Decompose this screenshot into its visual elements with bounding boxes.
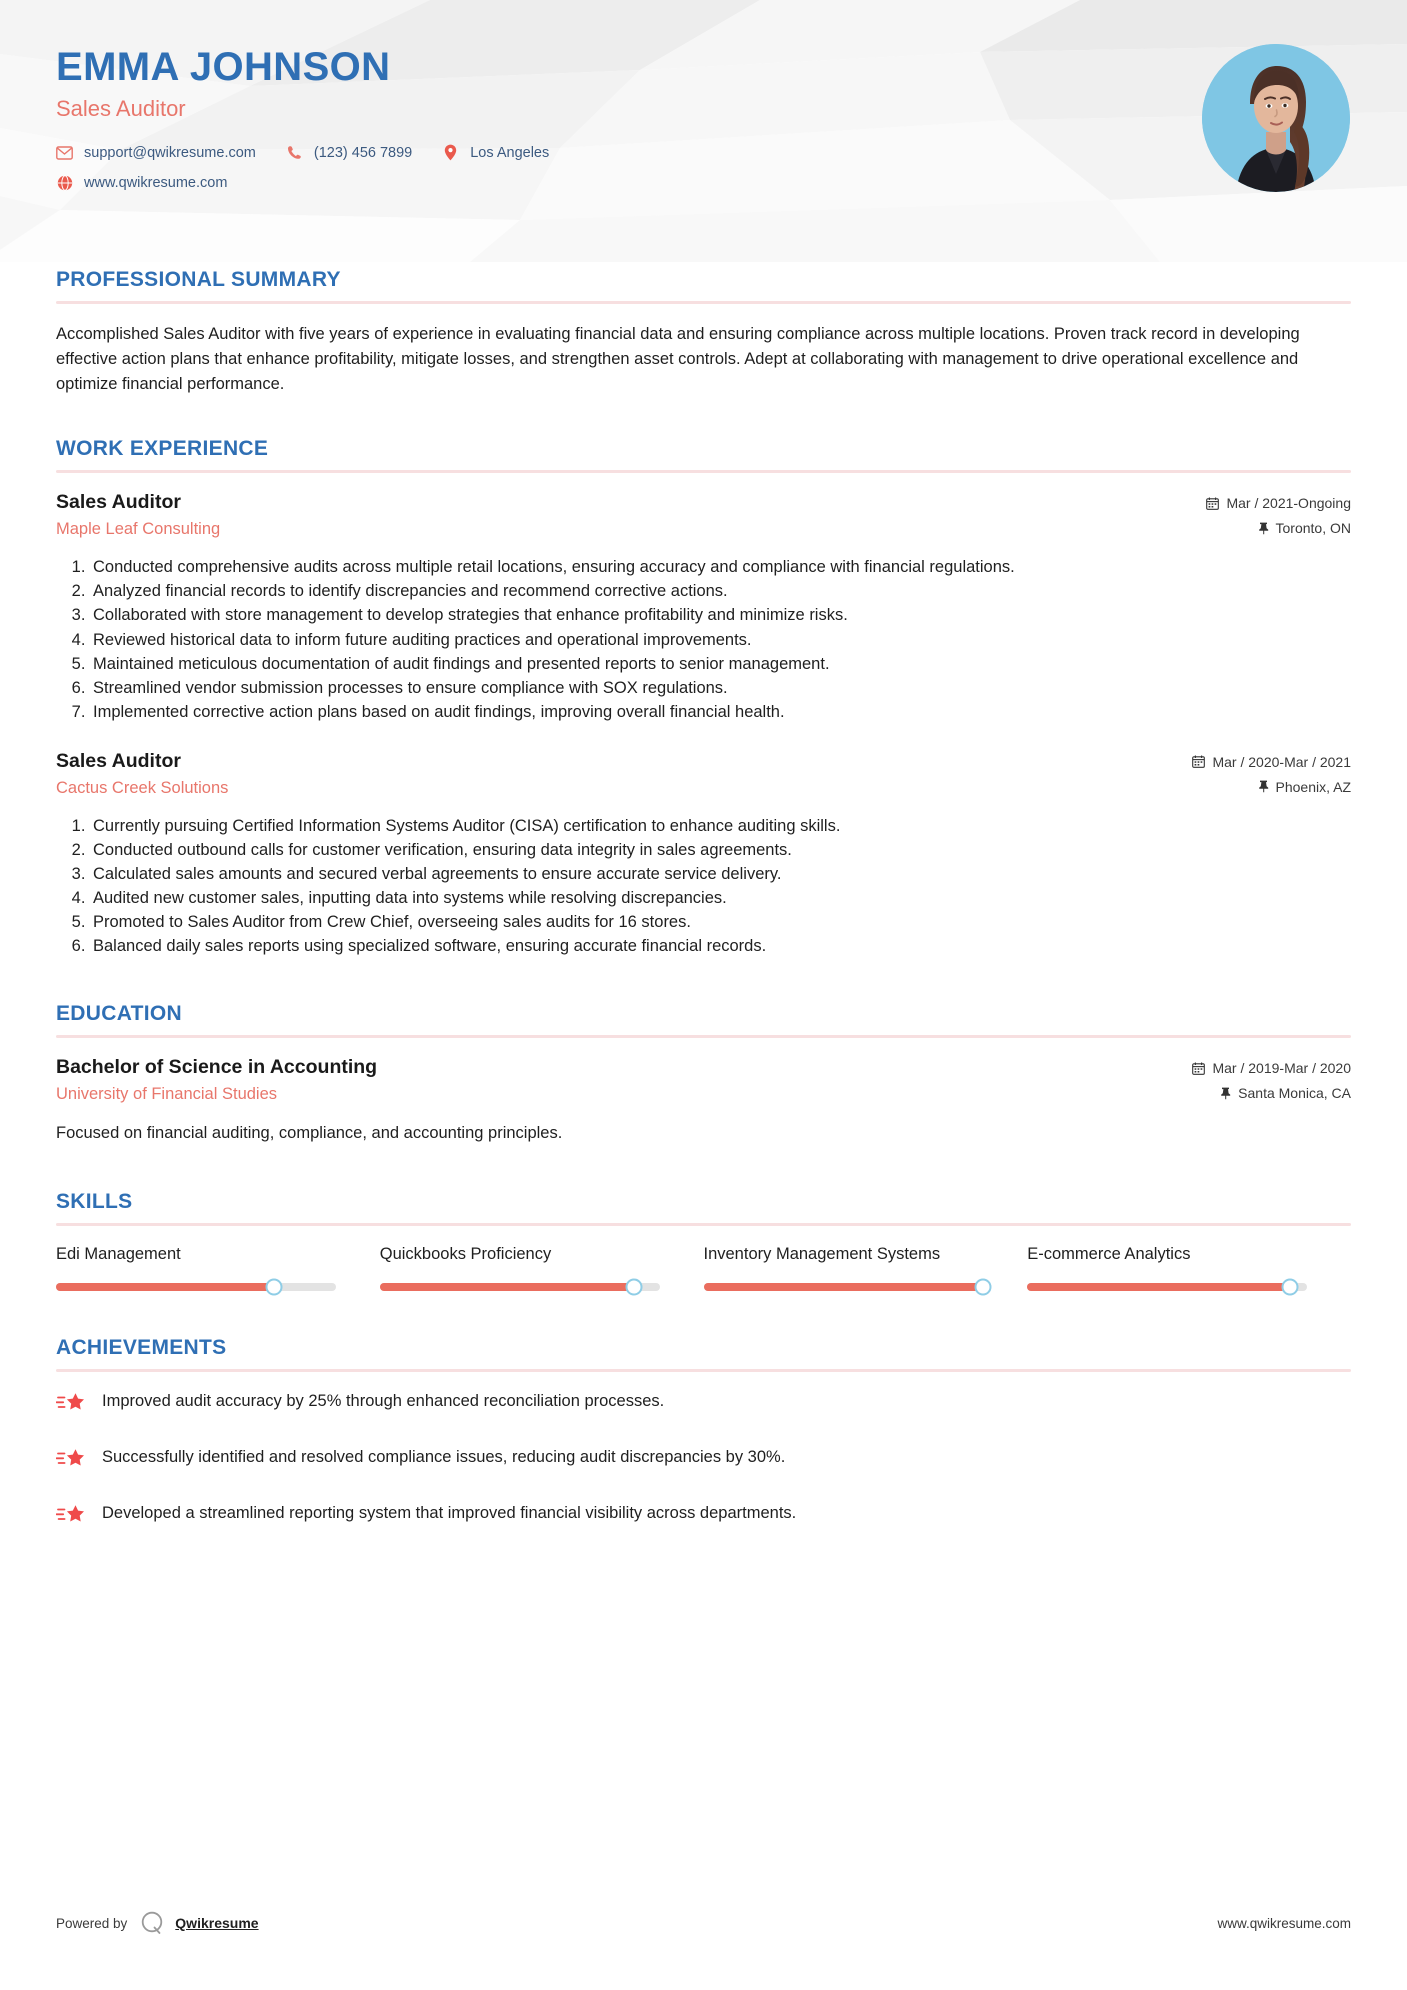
skill-item — [704, 1244, 1028, 1296]
list-item: 1. Currently pursuing Certified Information Systems Auditor (CISA) certification to enhance auditing skills. — [90, 815, 1351, 838]
skill-label: Inventory Management Systems — [703, 1245, 941, 1264]
section-divider — [56, 1035, 1351, 1038]
calendar-icon — [1206, 497, 1219, 510]
skill-label: Edi Management — [56, 1245, 181, 1264]
brand-link[interactable]: Qwikresume — [175, 1915, 259, 1931]
resume-body — [0, 268, 1407, 1532]
contact-website[interactable] — [56, 174, 227, 191]
phone-icon — [286, 144, 303, 161]
work-date-value: Mar / 2021-Ongoing — [1226, 495, 1351, 512]
work-entry — [56, 750, 1351, 959]
skill-level-bar — [704, 1278, 984, 1296]
education-date — [1192, 1060, 1351, 1076]
skill-bar-knob[interactable] — [266, 1279, 283, 1296]
map-pin-icon — [442, 144, 459, 161]
section-title-work: WORK EXPERIENCE — [56, 437, 269, 461]
list-item: 3. Calculated sales amounts and secured verbal agreements to ensure accurate service delivery. — [90, 863, 1351, 886]
pushpin-icon — [1258, 522, 1269, 535]
section-title-summary: PROFESSIONAL SUMMARY — [56, 268, 341, 291]
achievement-text: Successfully identified and resolved compliance issues, reducing audit discrepancies by 30%. — [102, 1448, 786, 1467]
skill-bar-track — [56, 1283, 336, 1291]
list-item: 6. Streamlined vendor submission processes to ensure compliance with SOX regulations. — [90, 677, 1351, 700]
list-item: 2. Analyzed financial records to identify discrepancies and recommend corrective actions. — [90, 580, 1351, 603]
skill-bar-knob[interactable] — [626, 1279, 643, 1296]
skill-level-bar — [56, 1278, 336, 1296]
work-location — [1192, 779, 1351, 795]
contact-phone-value: (123) 456 7899 — [313, 144, 413, 161]
contact-row-primary — [56, 144, 1351, 161]
work-location-value: Phoenix, AZ — [1275, 778, 1351, 795]
work-role: Sales Auditor — [56, 749, 181, 772]
contact-row-secondary — [56, 174, 1351, 191]
education-description: Focused on financial auditing, compliance, and accounting principles. — [56, 1124, 563, 1143]
section-professional-summary — [56, 268, 1351, 397]
section-title-education: EDUCATION — [56, 1002, 182, 1026]
pushpin-icon — [1220, 1087, 1231, 1100]
skill-level-bar — [1027, 1278, 1307, 1296]
section-divider — [56, 1369, 1351, 1372]
contact-email[interactable] — [56, 144, 256, 161]
avatar — [1202, 44, 1350, 192]
list-item: 4. Reviewed historical data to inform future auditing practices and operational improvements. — [90, 629, 1351, 652]
section-achievements — [56, 1336, 1351, 1532]
powered-by-label: Powered by — [56, 1915, 128, 1931]
shooting-star-icon — [56, 1446, 86, 1476]
skill-item — [56, 1244, 380, 1296]
contact-location — [442, 144, 549, 161]
education-degree: Bachelor of Science in Accounting — [56, 1056, 378, 1079]
shooting-star-icon — [56, 1502, 86, 1532]
skill-bar-fill — [1027, 1283, 1290, 1291]
page-footer — [56, 1910, 1351, 1936]
section-divider — [56, 470, 1351, 473]
skill-bar-track — [380, 1283, 660, 1291]
globe-icon — [56, 174, 73, 191]
education-date-value: Mar / 2019-Mar / 2020 — [1212, 1060, 1351, 1077]
education-institution: University of Financial Studies — [56, 1085, 278, 1104]
work-points-list — [56, 556, 1351, 724]
education-entry — [56, 1056, 1351, 1146]
skill-level-bar — [380, 1278, 660, 1296]
list-item: 5. Promoted to Sales Auditor from Crew Chief, overseeing sales audits for 16 stores. — [90, 911, 1351, 934]
pushpin-icon — [1258, 780, 1269, 793]
shooting-star-icon — [56, 1390, 86, 1420]
summary-text: Accomplished Sales Auditor with five years of experience in evaluating financial data and ensuring compliance across multiple locations. Proven track record in developing effective action plans that enhance profitability, mitigate losses, and strengthen asset controls. Adept at collaborating with management to drive operational excellence and optimize financial performance. — [56, 325, 1300, 394]
contact-phone[interactable] — [286, 144, 412, 161]
achievement-item — [56, 1446, 1351, 1476]
resume-header — [0, 0, 1407, 262]
list-item: 2. Conducted outbound calls for customer verification, ensuring data integrity in sales agreements. — [90, 839, 1351, 862]
contact-email-value: support@qwikresume.com — [84, 144, 256, 161]
list-item: 1. Conducted comprehensive audits across multiple retail locations, ensuring accuracy and compliance with financial regulations. — [90, 556, 1351, 579]
section-divider — [56, 301, 1351, 304]
list-item: 6. Balanced daily sales reports using specialized software, ensuring accurate financial records. — [90, 935, 1351, 958]
powered-by-block — [56, 1910, 259, 1936]
section-education — [56, 1002, 1351, 1146]
skill-bar-track — [1027, 1283, 1307, 1291]
list-item: 5. Maintained meticulous documentation of audit findings and presented reports to senior management. — [90, 653, 1351, 676]
skill-bar-knob[interactable] — [975, 1279, 992, 1296]
work-date-value: Mar / 2020-Mar / 2021 — [1212, 753, 1351, 770]
skill-bar-track — [704, 1283, 984, 1291]
achievement-item — [56, 1390, 1351, 1420]
education-location — [1192, 1085, 1351, 1101]
list-item: 7. Implemented corrective action plans based on audit findings, improving overall financial health. — [90, 701, 1351, 724]
calendar-icon — [1192, 1062, 1205, 1075]
skill-bar-fill — [56, 1283, 274, 1291]
work-date — [1206, 495, 1351, 511]
job-title: Sales Auditor — [56, 96, 186, 121]
list-item: 4. Audited new customer sales, inputting data into systems while resolving discrepancies. — [90, 887, 1351, 910]
education-location-value: Santa Monica, CA — [1238, 1085, 1351, 1102]
contact-location-value: Los Angeles — [470, 144, 550, 161]
calendar-icon — [1192, 755, 1205, 768]
achievement-item — [56, 1502, 1351, 1532]
section-title-skills: SKILLS — [56, 1190, 133, 1214]
contact-website-value: www.qwikresume.com — [84, 174, 228, 191]
work-date — [1192, 754, 1351, 770]
skills-grid — [56, 1244, 1351, 1296]
section-divider — [56, 1223, 1351, 1226]
avatar-portrait — [1202, 44, 1350, 192]
section-title-achievements: ACHIEVEMENTS — [56, 1336, 227, 1360]
skill-bar-knob[interactable] — [1282, 1279, 1299, 1296]
achievement-text: Developed a streamlined reporting system that improved financial visibility across departments. — [102, 1504, 797, 1523]
work-organization: Maple Leaf Consulting — [56, 520, 221, 539]
work-location-value: Toronto, ON — [1275, 520, 1351, 537]
page-title: EMMA JOHNSON — [56, 45, 391, 89]
skill-bar-fill — [704, 1283, 984, 1291]
envelope-icon — [56, 144, 73, 161]
skill-item — [380, 1244, 704, 1296]
list-item: 3. Collaborated with store management to develop strategies that enhance profitability and minimize risks. — [90, 604, 1351, 627]
skill-label: E-commerce Analytics — [1027, 1245, 1191, 1264]
work-location — [1206, 520, 1351, 536]
work-organization: Cactus Creek Solutions — [56, 778, 229, 797]
work-entry — [56, 491, 1351, 724]
section-skills — [56, 1190, 1351, 1296]
skill-bar-fill — [380, 1283, 635, 1291]
qwikresume-logo-icon — [139, 1910, 165, 1936]
achievement-text: Improved audit accuracy by 25% through enhanced reconciliation processes. — [102, 1392, 665, 1411]
section-work-experience — [56, 437, 1351, 958]
skill-label: Quickbooks Proficiency — [379, 1245, 552, 1264]
work-role: Sales Auditor — [56, 491, 181, 514]
work-points-list — [56, 815, 1351, 959]
skill-item — [1027, 1244, 1351, 1296]
footer-url: www.qwikresume.com — [1217, 1915, 1351, 1931]
